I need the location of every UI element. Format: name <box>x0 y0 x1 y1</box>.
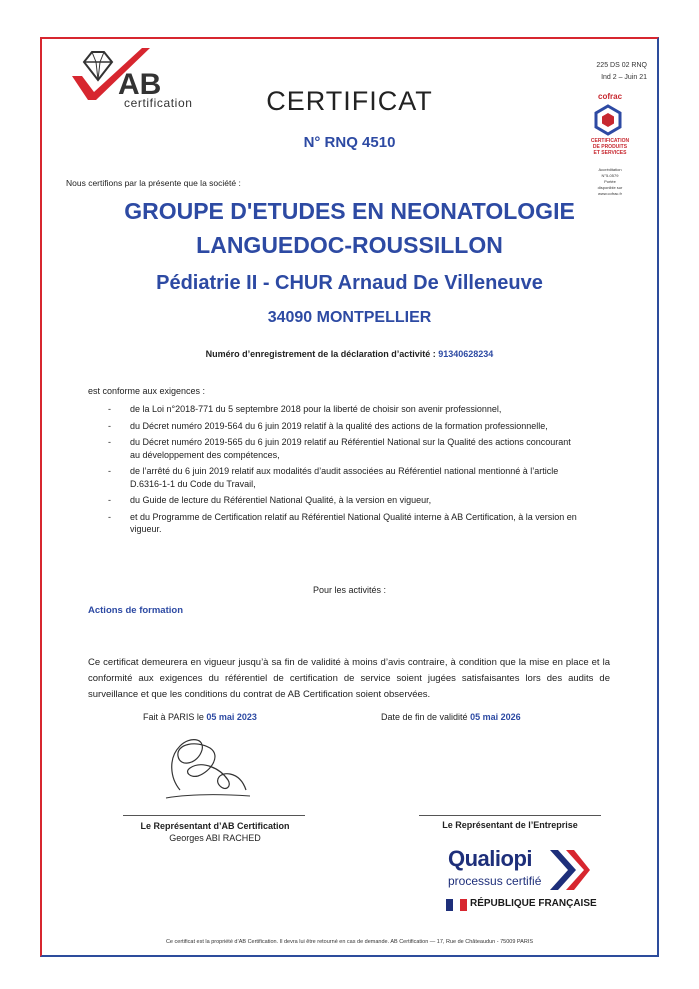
signature-line-company <box>419 815 601 816</box>
activities-label: Pour les activités : <box>312 585 387 595</box>
ab-rep-name: Georges ABI RACHED <box>169 833 261 843</box>
registration <box>0 349 699 359</box>
company-representative <box>410 820 610 830</box>
company-department: Pédiatrie II - CHUR Arnaud De Villeneuve <box>156 272 543 294</box>
republique-francaise: RÉPUBLIQUE FRANÇAISE <box>470 898 597 909</box>
validity-text: Ce certificat demeurera en vigueur jusqu’à sa fin de validité à moins d’avis contraire, à condition que la mise en place et la conformité aux exigences du référentiel de certification de service soient jugées satisfaisantes lors des audits de surveillance et que les conditions du contrat de AB Certification soient observées. <box>88 657 610 700</box>
intro-text: Nous certifions par la présente que la société : <box>66 178 241 188</box>
requirements-list <box>108 403 578 540</box>
ab-representative <box>120 820 310 844</box>
validity-end <box>381 712 521 722</box>
registration-label: Numéro d’enregistrement de la déclaration d’activité : <box>205 349 436 359</box>
company-name-line2: LANGUEDOC-ROUSSILLON <box>196 232 503 258</box>
list-item: - de l’arrêté du 6 juin 2019 relatif aux modalités d’audit associées au Référentiel national mentionné à l’article D.6316-1-1 du Code du Travail, <box>108 465 578 490</box>
made-at <box>143 712 257 722</box>
signature-line-ab <box>123 815 305 816</box>
company-city: 34090 MONTPELLIER <box>267 309 432 326</box>
activity: Actions de formation <box>88 605 184 616</box>
signature-image <box>150 728 260 808</box>
ab-logo-subtitle: certification <box>124 96 193 110</box>
registration-number: 91340628234 <box>438 349 494 359</box>
company-rep-title: Le Représentant de l’Entreprise <box>442 820 578 830</box>
footer-text: Ce certificat est la propriété d’AB Certification. Il devra lui être retourné en cas de demande. AB Certification — 17, Rue de Châteaudun - 75009 PARIS <box>165 939 534 945</box>
cofrac-accreditation: Accréditation N°5-0579 Portée disponible sur www.cofrac.fr <box>597 167 623 196</box>
list-item: - de la Loi n°2018-771 du 5 septembre 2018 pour la liberté de choisir son avenir professionnel, <box>108 403 578 416</box>
made-at-label: Fait à PARIS le <box>143 712 204 722</box>
validity-end-label: Date de fin de validité <box>381 712 468 722</box>
page-title: CERTIFICAT <box>266 86 433 116</box>
list-item: - du Guide de lecture du Référentiel National Qualité, à la version en vigueur, <box>108 494 578 507</box>
qualiopi-logo-name: Qualiopi <box>448 846 532 871</box>
svg-text:AB: AB <box>118 68 162 101</box>
list-item: - du Décret numéro 2019-565 du 6 juin 2019 relatif au Référentiel National sur la Qualité des actions concourant au développement des compétences, <box>108 436 578 461</box>
certificate-number: N° RNQ 4510 <box>303 134 396 151</box>
qualiopi-chevrons-icon <box>548 848 590 892</box>
ref-code: 225 DS 02 RNQ <box>596 62 647 69</box>
company-name-line1: GROUPE D'ETUDES EN NEONATOLOGIE <box>124 198 575 224</box>
ab-rep-title: Le Représentant d’AB Certification <box>140 821 290 831</box>
cofrac-logo-name: cofrac <box>598 92 623 101</box>
validity-end-date: 05 mai 2026 <box>470 712 521 722</box>
document-reference <box>596 60 647 84</box>
cofrac-scope: CERTIFICATION DE PRODUITS ET SERVICES <box>590 138 630 156</box>
qualiopi-tagline: processus certifié <box>448 874 542 888</box>
list-item: - et du Programme de Certification relatif au Référentiel National Qualité interne à AB Certification, à la version en vigueur. <box>108 511 578 536</box>
made-at-date: 05 mai 2023 <box>206 712 257 722</box>
french-flag-icon <box>446 899 468 911</box>
conformity-intro: est conforme aux exigences : <box>88 386 206 396</box>
list-item: - du Décret numéro 2019-564 du 6 juin 2019 relatif à la qualité des actions de la formation professionnelle, <box>108 420 578 433</box>
ref-index: Ind 2 – Juin 21 <box>601 74 647 81</box>
cofrac-logo <box>594 104 622 136</box>
